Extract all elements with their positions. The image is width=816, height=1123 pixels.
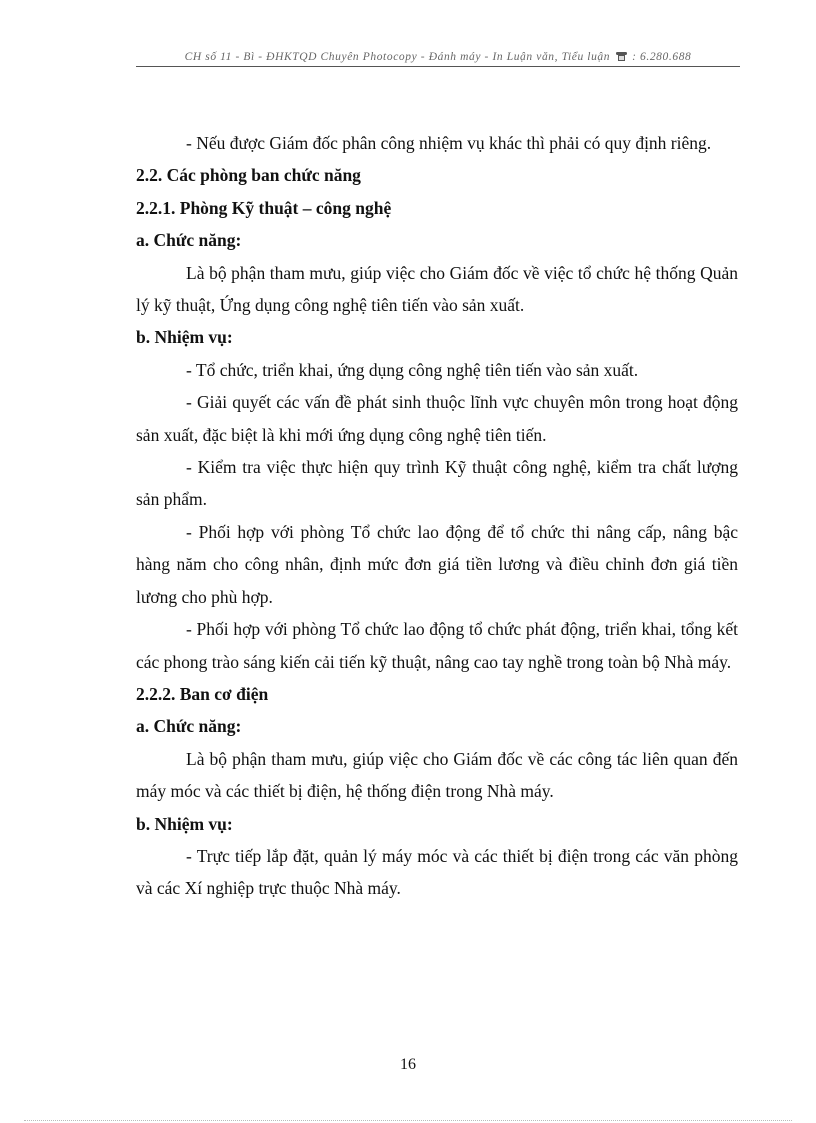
page-body xyxy=(136,127,738,905)
paragraph-function-tech: Là bộ phận tham mưu, giúp việc cho Giám đốc về việc tổ chức hệ thống Quản lý kỹ thuật, Ứng dụng công nghệ tiên tiến vào sản xuất. xyxy=(136,262,738,316)
list-item-tech-3: - Kiểm tra việc thực hiện quy trình Kỹ thuật công nghệ, kiểm tra chất lượng sản phẩm. xyxy=(136,457,738,510)
subheading-tasks-2: b. Nhiệm vụ: xyxy=(136,813,233,834)
list-item-tech-4: - Phối hợp với phòng Tổ chức lao động để tổ chức thi nâng cấp, nâng bậc hàng năm cho công nhân, định mức đơn giá tiền lương và điều chỉnh đơn giá tiền lương cho phù hợp. xyxy=(136,521,738,607)
list-item-tech-2: - Giải quyết các vấn đề phát sinh thuộc lĩnh vực chuyên môn trong hoạt động sản xuất, đặc biệt là khi mới ứng dụng công nghệ tiên tiến. xyxy=(136,392,738,445)
list-item-electrical-1: - Trực tiếp lắp đặt, quản lý máy móc và các thiết bị điện trong các văn phòng và các Xí nghiệp trực thuộc Nhà máy. xyxy=(136,845,738,899)
page-bottom-border xyxy=(24,1120,792,1121)
page-header xyxy=(136,48,740,67)
header-phone-number: : 6.280.688 xyxy=(632,51,692,63)
list-item-tech-5: - Phối hợp với phòng Tổ chức lao động tổ chức phát động, triển khai, tổng kết các phong trào sáng kiến cải tiến kỹ thuật, nâng cao tay nghề trong toàn bộ Nhà máy. xyxy=(136,619,738,672)
subheading-function: a. Chức năng: xyxy=(136,230,242,251)
paragraph-other-duties: - Nếu được Giám đốc phân công nhiệm vụ khác thì phải có quy định riêng. xyxy=(186,133,712,153)
page-number: 16 xyxy=(400,1056,416,1073)
section-heading-2-2-1: 2.2.1. Phòng Kỹ thuật – công nghệ xyxy=(136,197,392,218)
subheading-tasks: b. Nhiệm vụ: xyxy=(136,327,233,348)
section-heading-2-2-2: 2.2.2. Ban cơ điện xyxy=(136,683,269,704)
list-item-tech-1: - Tổ chức, triển khai, ứng dụng công nghệ tiên tiến vào sản xuất. xyxy=(186,359,639,380)
subheading-function-2: a. Chức năng: xyxy=(136,716,242,737)
paragraph-function-electrical: Là bộ phận tham mưu, giúp việc cho Giám đốc về các công tác liên quan đến máy móc và các thiết bị điện, hệ thống điện trong Nhà máy. xyxy=(136,748,738,802)
section-heading-2-2: 2.2. Các phòng ban chức năng xyxy=(136,165,361,186)
telephone-icon xyxy=(616,52,627,61)
header-text: CH số 11 - Bì - ĐHKTQD Chuyên Photocopy - Đánh máy - In Luận văn, Tiểu luận xyxy=(184,51,611,63)
